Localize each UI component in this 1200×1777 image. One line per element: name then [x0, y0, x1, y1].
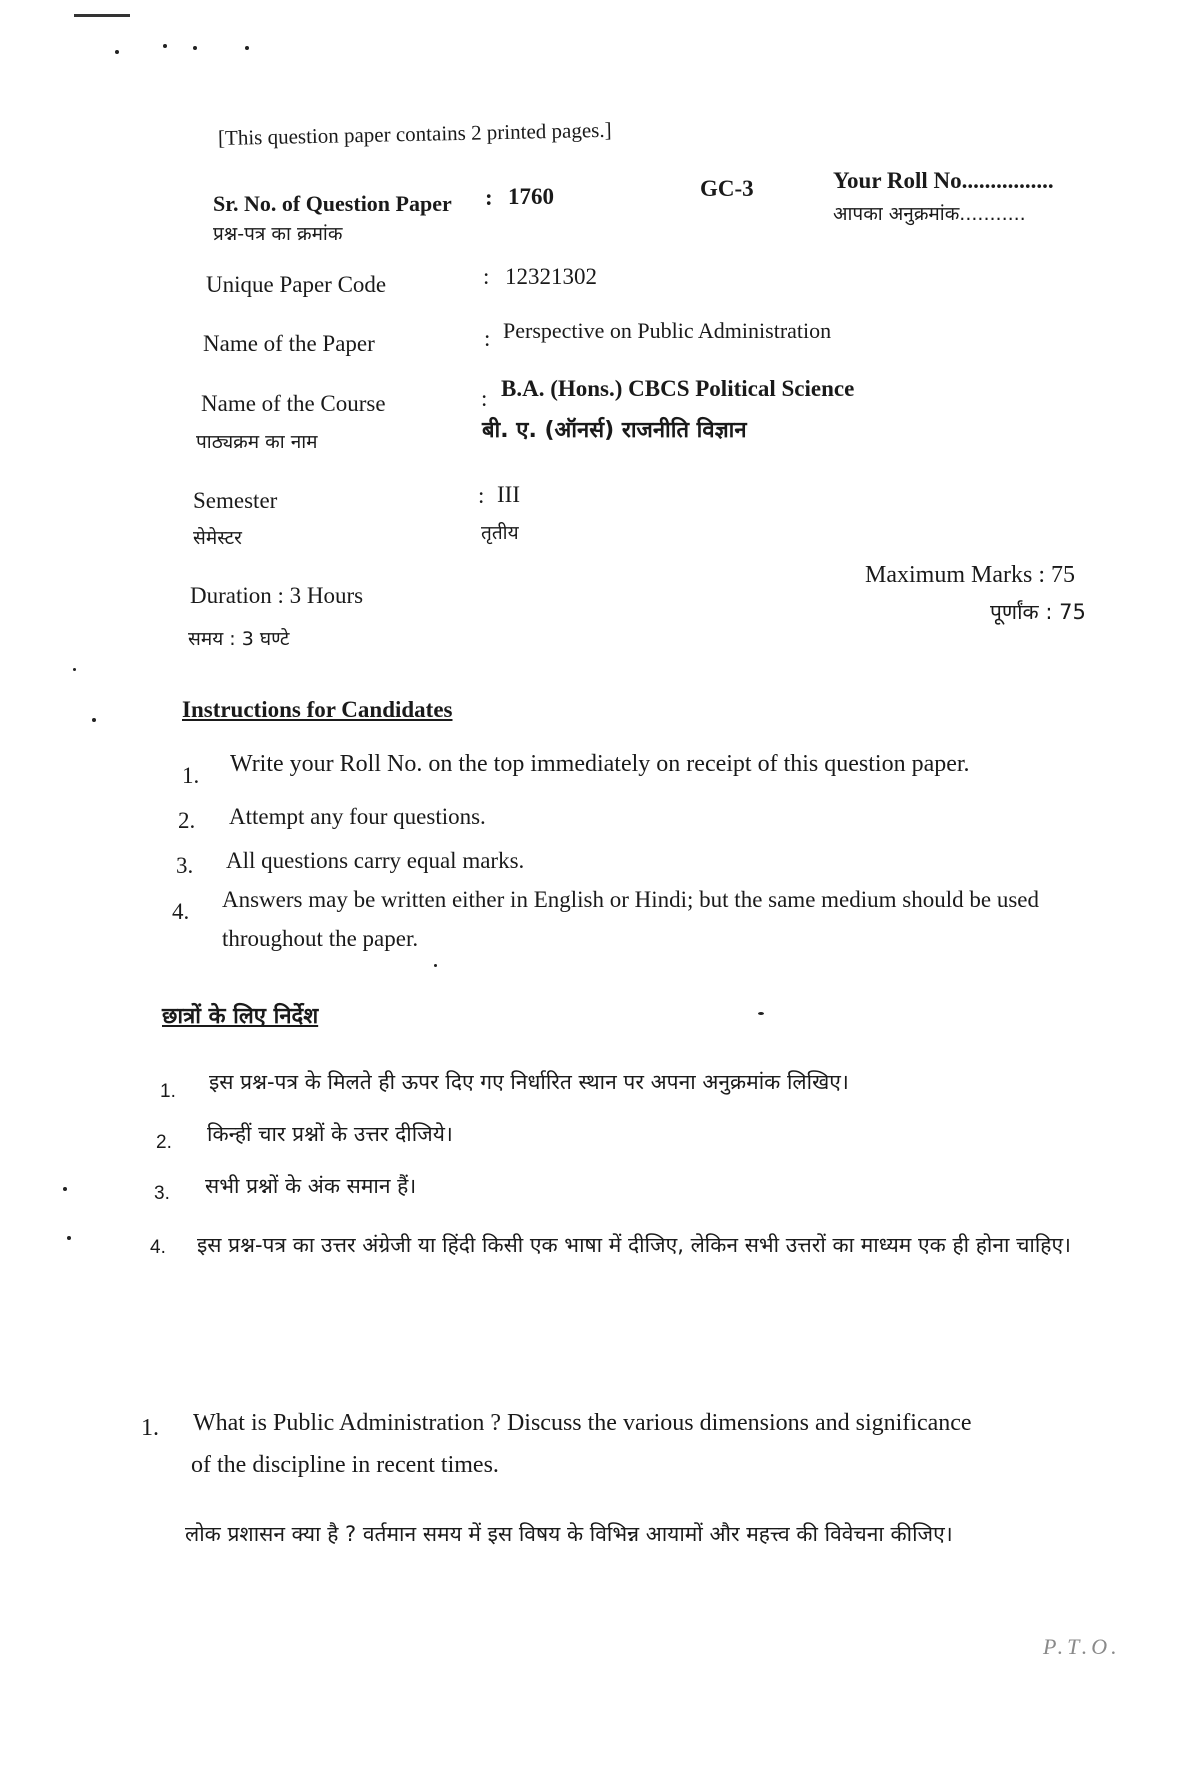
sr-no-colon: :	[485, 185, 493, 210]
sr-no-label: Sr. No. of Question Paper	[213, 191, 452, 216]
instruction-hindi-item: इस प्रश्न-पत्र का उत्तर अंग्रेजी या हिंदी किसी एक भाषा में दीजिए, लेकिन सभी उत्तरों का माध्यम एक ही होना चाहिए।	[197, 1233, 1072, 1257]
paper-name-label: Name of the Paper	[203, 331, 375, 356]
sr-no-value: 1760	[508, 184, 554, 209]
instruction-item: All questions carry equal marks.	[226, 848, 525, 873]
max-marks-label-hindi: पूर्णांक : 75	[990, 600, 1086, 624]
course-label: Name of the Course	[201, 391, 386, 416]
sr-no-label-hindi: प्रश्न-पत्र का क्रमांक	[213, 223, 343, 245]
course-colon: :	[481, 386, 488, 411]
scan-mark	[74, 14, 130, 17]
instruction-item: Answers may be written either in English or Hindi; but the same medium should be used throughout the paper.	[222, 887, 1039, 951]
question-number: 1.	[141, 1415, 159, 1441]
instruction-hindi-number: 3.	[154, 1183, 170, 1204]
instructions-hindi-title: छात्रों के लिए निर्देश	[162, 1004, 319, 1029]
semester-value: III	[497, 482, 520, 507]
unique-paper-code-colon: :	[483, 264, 490, 289]
instruction-number: 3.	[176, 853, 194, 878]
roll-no-label: Your Roll No................	[833, 168, 1054, 193]
instruction-hindi-item: सभी प्रश्नों के अंक समान हैं।	[205, 1174, 417, 1198]
roll-no-label-hindi: आपका अनुक्रमांक...........	[833, 203, 1026, 225]
unique-paper-code-label: Unique Paper Code	[206, 272, 387, 297]
semester-value-hindi: तृतीय	[481, 522, 519, 544]
instruction-number: 4.	[172, 899, 190, 924]
question-text-continued: of the discipline in recent times.	[191, 1452, 499, 1478]
max-marks-label: Maximum Marks : 75	[865, 562, 1075, 588]
instructions-title: Instructions for Candidates	[182, 697, 453, 722]
instruction-hindi-item: किन्हीं चार प्रश्नों के उत्तर दीजिये।	[207, 1122, 453, 1146]
paper-name-value: Perspective on Public Administration	[503, 318, 832, 343]
page-turn-note: P.T.O.	[1043, 1634, 1121, 1659]
instruction-number: 2.	[178, 808, 196, 833]
question-text: What is Public Administration ? Discuss the various dimensions and significance	[193, 1410, 972, 1436]
instruction-hindi-number: 1.	[160, 1081, 176, 1102]
instruction-number: 1.	[182, 763, 200, 788]
question-text-hindi: लोक प्रशासन क्या है ? वर्तमान समय में इस विषय के विभिन्न आयामों और महत्त्व की विवेचना कीजिए।	[185, 1522, 953, 1546]
paper-name-colon: :	[484, 326, 491, 351]
instruction-item: Write your Roll No. on the top immediately on receipt of this question paper.	[230, 751, 970, 777]
instruction-hindi-number: 4.	[150, 1237, 166, 1258]
instruction-hindi-item: इस प्रश्न-पत्र के मिलते ही ऊपर दिए गए निर्धारित स्थान पर अपना अनुक्रमांक लिखिए।	[209, 1070, 849, 1094]
course-label-hindi: पाठ्यक्रम का नाम	[196, 431, 318, 453]
duration-label: Duration : 3 Hours	[190, 583, 364, 608]
course-value-hindi: बी. ए. (ऑनर्स) राजनीति विज्ञान	[482, 418, 747, 443]
semester-label: Semester	[193, 488, 278, 513]
duration-label-hindi: समय : 3 घण्टे	[188, 628, 290, 650]
instruction-hindi-number: 2.	[156, 1132, 172, 1153]
header-note: [This question paper contains 2 printed pages.]	[217, 117, 612, 150]
instruction-item: Attempt any four questions.	[229, 804, 486, 829]
paper-series-code: GC-3	[700, 176, 754, 201]
unique-paper-code-value: 12321302	[505, 264, 597, 289]
semester-label-hindi: सेमेस्टर	[193, 527, 242, 549]
semester-colon: :	[478, 483, 485, 508]
course-value: B.A. (Hons.) CBCS Political Science	[501, 376, 855, 401]
